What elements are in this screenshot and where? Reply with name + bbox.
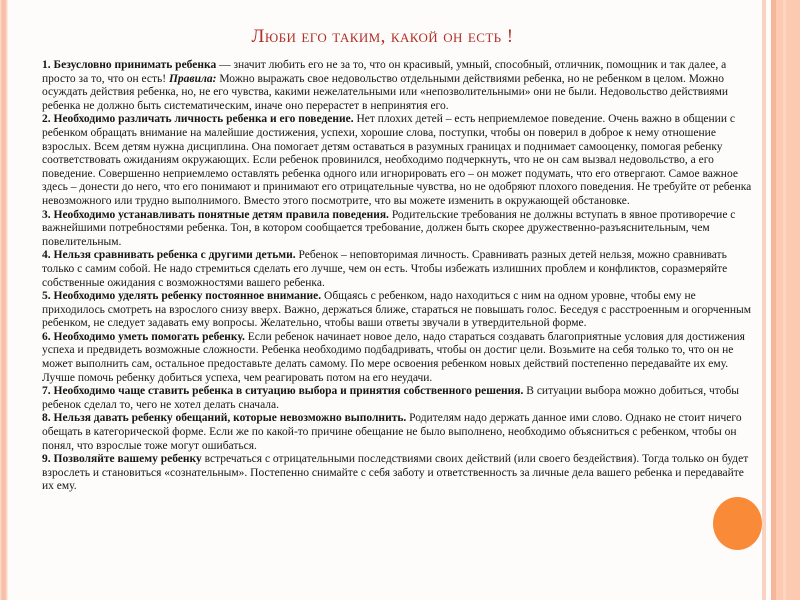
paragraph-text: В ситуации выбора можно добиться, чтобы ребенок сделал то, чего не хотел делать сначала.	[42, 385, 739, 411]
paragraph	[42, 249, 755, 290]
orange-circle-decoration	[713, 497, 762, 550]
paragraph-lead: 6. Необходимо уметь помогать ребенку.	[42, 330, 248, 343]
paragraph-text: Общаясь с ребенком, надо находиться с ним на одном уровне, чтобы ему не приходилось смотреть на взрослого снизу вверх. Важно, держаться ближе, стараться не повышать голос. Беседуя с расстроенным и огорченным ребенком, не следует задавать ему вопросы. Желательно, чтобы ваши ответы звучали в утвердительной форме.	[42, 290, 752, 330]
paragraph	[42, 290, 755, 331]
paragraph-keyword: Правила:	[168, 72, 220, 85]
paragraph-lead: 4. Нельзя сравнивать ребенка с другими детьми.	[42, 249, 299, 262]
paragraph	[42, 113, 755, 208]
paragraph-text: Если ребенок начинает новое дело, надо стараться создавать благоприятные условия для достижения успеха и предвидеть возможные сложности. Ребенка необходимо подбадривать, чтобы он достиг цели. Возьмите на себя только то, что он не может выполнить сам, остальное предоставьте делать самому. По мере освоения ребенком новых действий постепенно передавайте их ему. Лучше помочь ребенку добиться успеха, чем реагировать потом на его неудачи.	[42, 330, 745, 384]
paragraph-lead: 3. Необходимо устанавливать понятные детям правила поведения.	[42, 208, 392, 221]
paragraph-lead: 7. Необходимо чаще ставить ребенка в ситуацию выбора и принятия собственного решения.	[42, 385, 527, 398]
paragraph	[42, 412, 755, 453]
paragraph	[42, 331, 755, 385]
paragraph-lead: 9. Позволяйте вашему ребенку	[42, 453, 205, 466]
paragraph-lead: 1. Безусловно принимать ребенка	[42, 59, 220, 71]
paragraph	[42, 59, 755, 113]
paragraph-text: Можно выражать свое недовольство отдельными действиями ребенка, но не ребенком в целом. Можно осуждать действия ребенка, но, не его чувства, какими нежелательными или «непозволительными» они не были. Недовольство действиями ребенка не должно быть систематическим, иначе оно перерастет в непринятия его.	[42, 72, 729, 112]
paragraph	[42, 453, 755, 494]
paragraph-lead: 5. Необходимо уделять ребенку постоянное внимание.	[42, 290, 325, 303]
right-border-stripes	[762, 0, 800, 600]
paragraph-text: Ребенок – неповторимая личность. Сравнивать разных детей нельзя, можно сравнивать только с самим собой. Не надо стремиться сделать его лучше, чем он есть. Чтобы избежать излишних проблем и конфликтов, соразмеряйте собственные ожидания с возможностями вашего ребенка.	[42, 249, 728, 289]
paragraph	[42, 209, 755, 250]
paragraph-text: Нет плохих детей – есть неприемлемое поведение. Очень важно в общении с ребенком обращать внимание на малейшие достижения, успехи, хорошие слова, поступки, чтобы он поверил в доброе к нему отношение взрослых. Всем детям нужна дисциплина. Она помогает детям оставаться в разумных границах и поднимает самооценку, помогая ребенку соответствовать ожиданиям окружающих. Если ребенок провинился, необходимо подчеркнуть, что не он сам вызвал недовольство, а его поведение. Совершенно неприемлемо оставлять ребенка одного или игнорировать его – он может подумать, что его отвергают. Самое важное здесь – донести до него, что его понимают и принимают его отрицательные чувства, но не одобряют плохого поведения. Не требуйте от ребенка невозможного или трудно выполнимого. Вместо этого посмотрите, что вы можете изменить в окружающей обстановке.	[42, 113, 752, 207]
paragraph-text: Родительские требования не должны вступать в явное противоречие с важнейшими потребностями ребенка. Тон, в котором сообщается требование, должен быть скорее дружественно-разъяснительным, чем повелительным.	[42, 208, 736, 248]
paragraph	[42, 385, 755, 412]
left-border-stripe	[0, 0, 8, 600]
slide-body-text	[42, 59, 755, 494]
slide-title: Люби его таким, какой он есть !	[251, 26, 514, 47]
paragraph-text: — значит любить его не за то, что он красивый, умный, способный, отличник, помощник и так далее, а просто за то, что он есть!	[42, 59, 727, 85]
paragraph-text: Родителям надо держать данное ими слово. Однако не стоит ничего обещать в категорической форме. Если же по какой-то причине обещание не было выполнено, необходимо объясниться с ребенком, чтобы он понял, что взрослые тоже могут ошибаться.	[42, 412, 742, 452]
paragraph-lead: 8. Нельзя давать ребенку обещаний, которые невозможно выполнить.	[42, 412, 410, 425]
paragraph-lead: 2. Необходимо различать личность ребенка и его поведение.	[42, 113, 357, 126]
paragraph-text: встречаться с отрицательными последствиями своих действий (или своего бездействия). Тогда только он будет взрослеть и становиться «сознательным». Постепенно снимайте с себя заботу и ответственность за личные дела вашего ребенка и передавайте их ему.	[42, 453, 749, 493]
